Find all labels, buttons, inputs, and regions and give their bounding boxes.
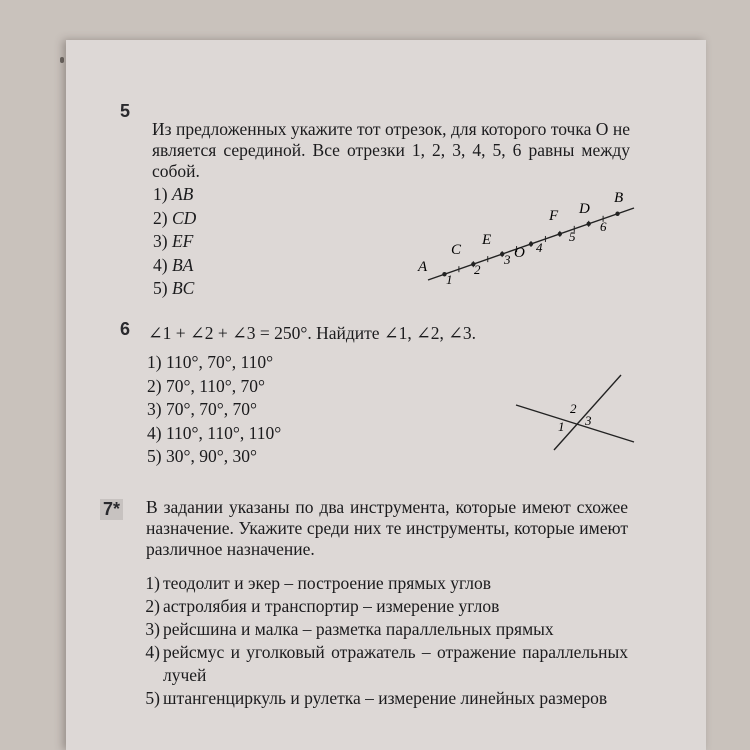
task-5-option[interactable]: 4) BA (153, 254, 194, 275)
task-7-option[interactable]: 3) рейсшина и малка – разметка параллельных прямых (145, 619, 554, 639)
point-label-b: B (614, 190, 624, 206)
task-5-question: Из предложенных укажите тот отрезок, для которого точка O не является серединой. Все отрезки 1, 2, 3, 4, 5, 6 равны между собой. (152, 119, 630, 181)
point-label-e: E (482, 232, 492, 248)
task-6-option[interactable]: 5) 30°, 90°, 30° (147, 446, 257, 467)
task-6-question: ∠1 + ∠2 + ∠3 = 250°. Найдите ∠1, ∠2, ∠3. (148, 323, 477, 343)
point-label-d: D (579, 201, 590, 217)
task-7-option[interactable]: 1) теодолит и экер – построение прямых углов (145, 573, 491, 593)
segment-label-5: 5 (569, 229, 576, 244)
segment-label-3: 3 (504, 252, 511, 267)
task-7-options (138, 572, 628, 710)
task-7-option[interactable]: 4) рейсмус и уголковый отражатель – отражение параллельных лучей (145, 642, 628, 685)
task-6-option[interactable]: 2) 70°, 110°, 70° (147, 375, 266, 396)
desk-mark (60, 57, 64, 63)
task-6-option[interactable]: 3) 70°, 70°, 70° (147, 399, 257, 420)
point-label-f: F (549, 208, 559, 224)
task-6-number: 6 (120, 319, 131, 339)
point-label-c: C (451, 242, 462, 258)
textbook-page (66, 40, 706, 750)
segment-label-6: 6 (600, 219, 607, 234)
task-5-option[interactable]: 3) EF (153, 231, 194, 252)
task-7-option[interactable]: 5) штангенциркуль и рулетка – измерение линейных размеров (145, 688, 608, 708)
task-5-number: 5 (120, 101, 131, 121)
task-7-question: В задании указаны по два инструмента, которые имеют схожее назначение. Укажите среди них те инструменты, которые имеют различное назначение. (146, 497, 628, 559)
point-label-o: O (514, 245, 525, 261)
point-label-a: A (418, 259, 428, 275)
task-6-options (147, 351, 281, 469)
angle-label-2: 2 (570, 401, 577, 416)
angle-label-1: 1 (558, 419, 565, 434)
angles-figure (506, 365, 646, 465)
task-5-option[interactable]: 2) CD (153, 207, 197, 228)
task-5-option[interactable]: 1) AB (153, 184, 194, 204)
segment-figure (406, 188, 636, 298)
segment-label-1: 1 (446, 272, 453, 287)
task-5-options (153, 183, 196, 301)
task-7-number: 7* (100, 499, 123, 520)
task-6-option[interactable]: 4) 110°, 110°, 110° (147, 422, 282, 443)
segment-point (615, 212, 619, 216)
segment-label-4: 4 (536, 240, 543, 255)
angle-label-3: 3 (585, 413, 592, 428)
task-5-option[interactable]: 5) BC (153, 278, 195, 299)
task-6-option[interactable]: 1) 110°, 70°, 110° (147, 352, 274, 372)
segment-label-2: 2 (474, 262, 481, 277)
task-7-option[interactable]: 2) астролябия и транспортир – измерение углов (145, 596, 500, 616)
